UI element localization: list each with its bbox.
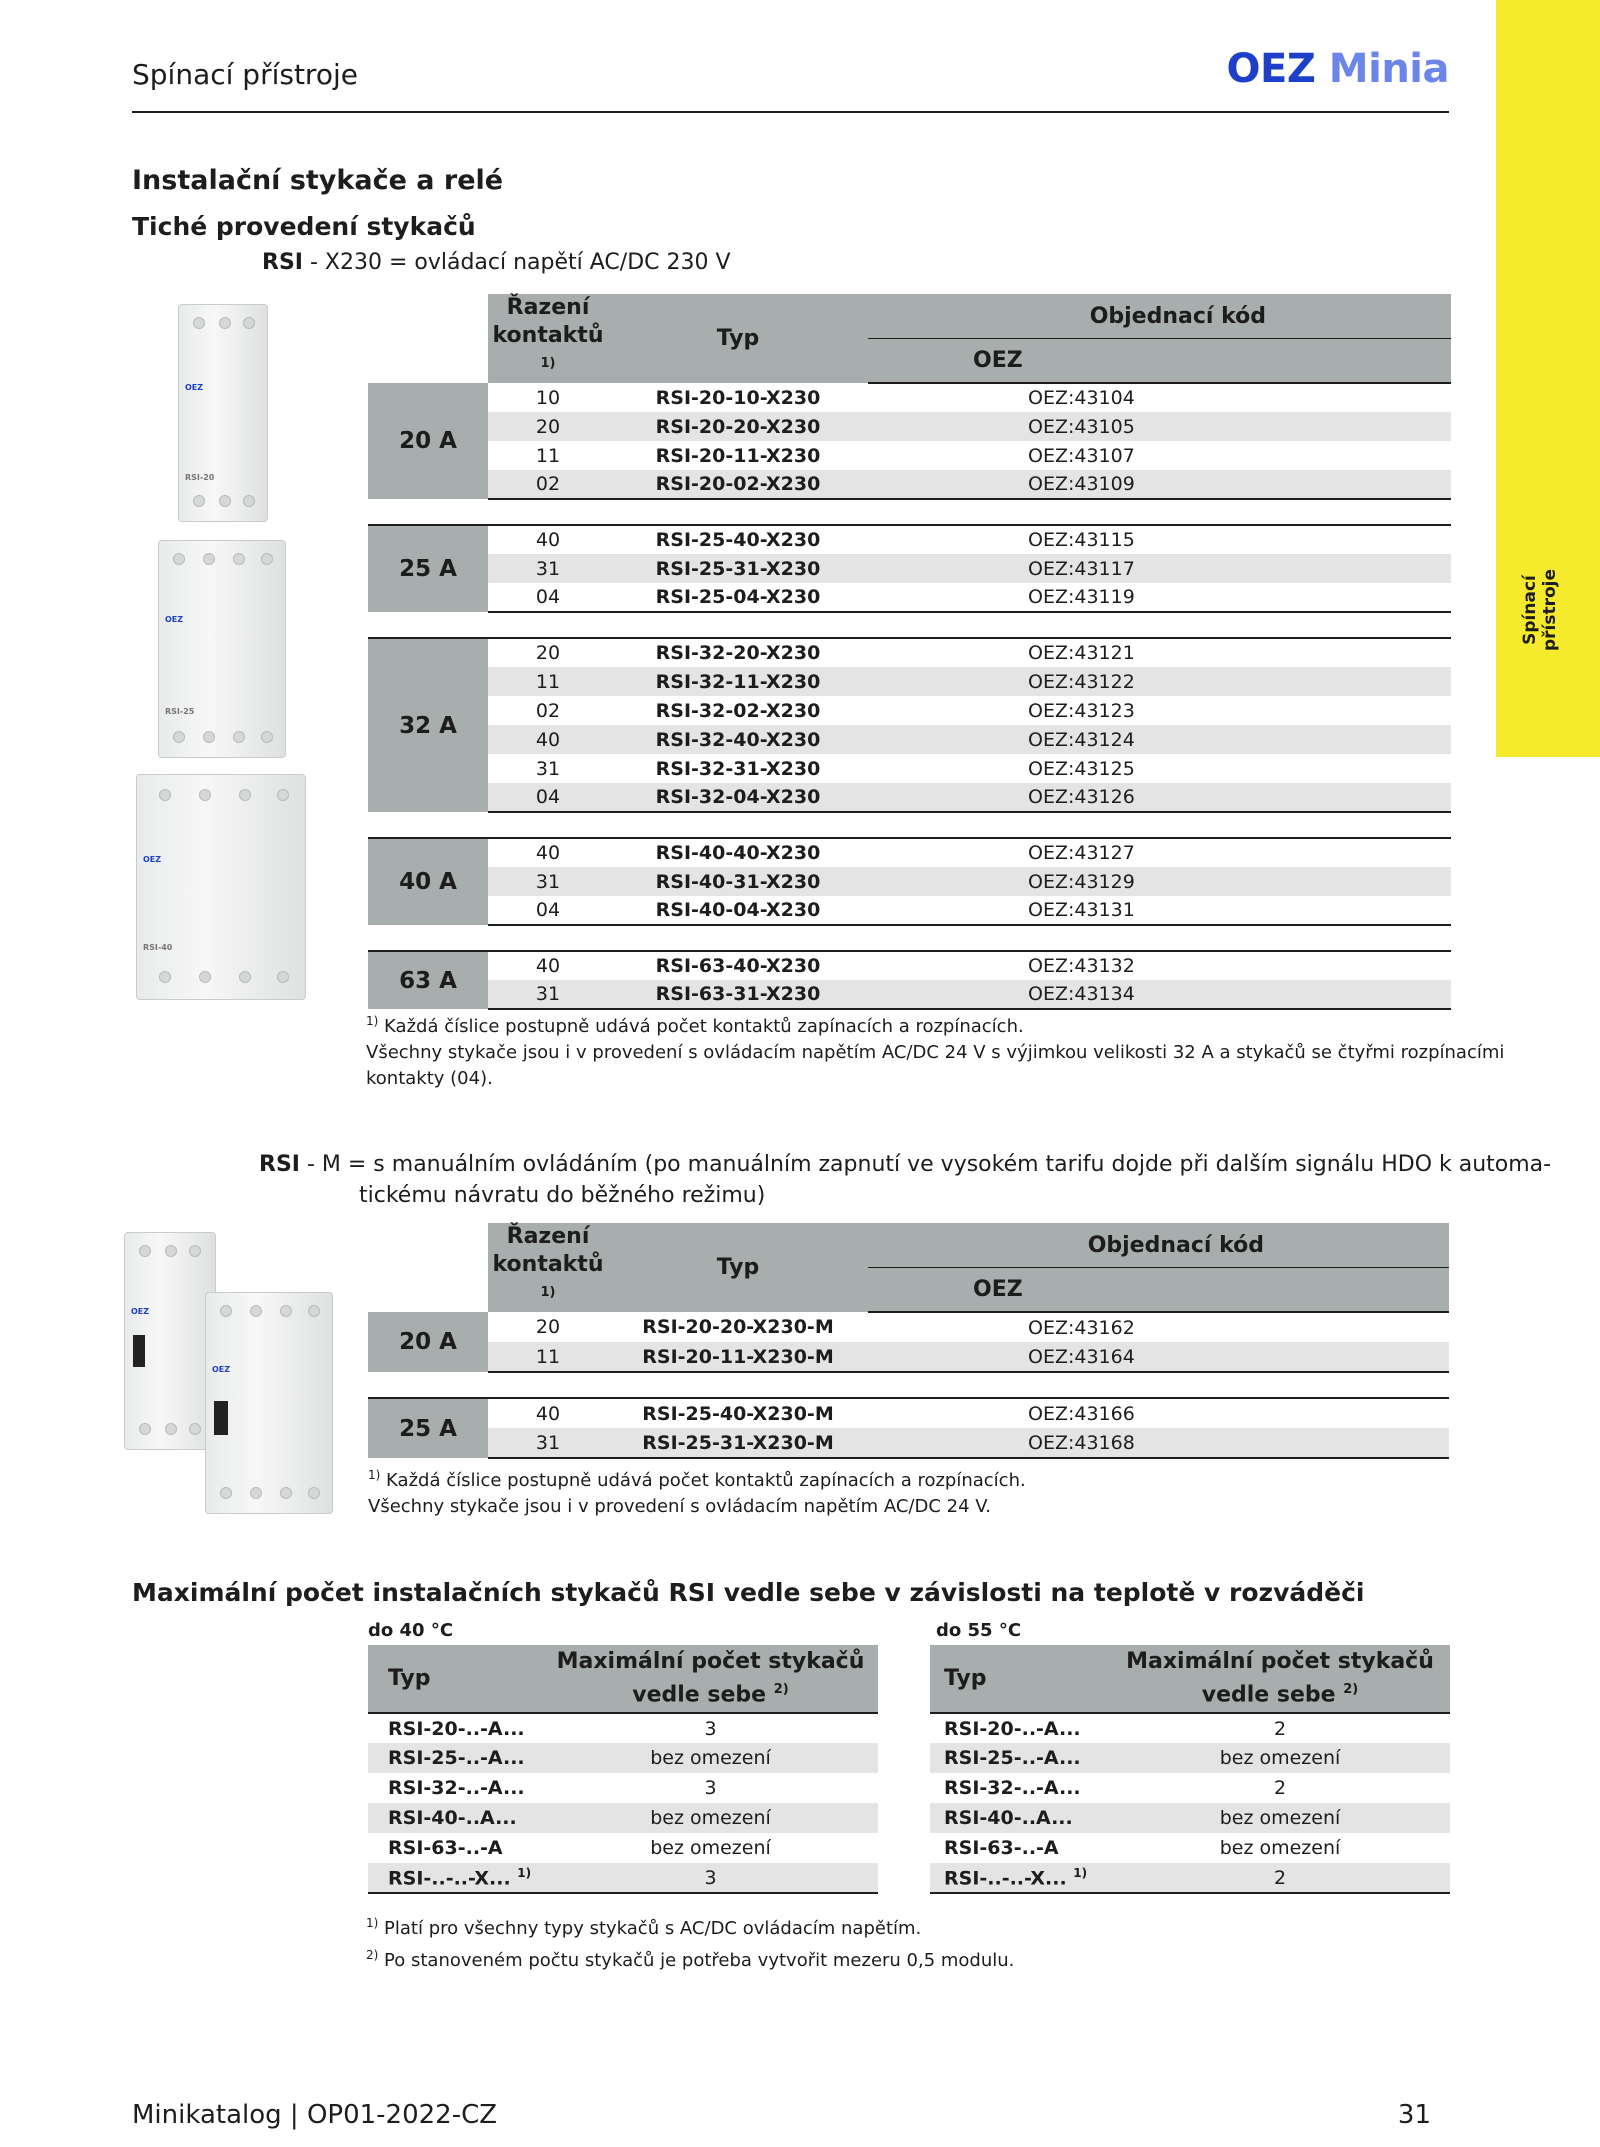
product-image-rsi-25 [158, 540, 286, 758]
order-code-cell: OEZ:43131 [1028, 896, 1451, 925]
max-count-cell: bez omezení [1219, 1837, 1341, 1859]
order-code-cell: OEZ:43166 [1028, 1402, 1135, 1425]
max-count-cell: 2 [1110, 1863, 1450, 1893]
side-tab-line-1: Spínací [1520, 575, 1540, 645]
footnote-1-line-1: Každá číslice postupně udává počet kontaktů zapínacích a rozpínacích. [378, 1016, 1024, 1037]
order-code-cell: OEZ:43115 [1028, 529, 1135, 552]
product-brand-label: OEZ [131, 1307, 150, 1316]
max-count-cell: bez omezení [1110, 1743, 1450, 1773]
product-model-label: RSI-25 [165, 707, 195, 716]
type-cell: RSI-32-11-X230 [608, 667, 868, 696]
header-razeni-line1: Řazení [506, 295, 590, 320]
empty-cell [868, 696, 1028, 725]
max-type-text: RSI-..-..-X... [388, 1867, 511, 1890]
empty-cell [868, 383, 1028, 412]
header-razeni [488, 1223, 608, 1312]
group-spacer-cell [368, 612, 1451, 638]
footnote-1-line-3: kontakty (04). [366, 1068, 493, 1089]
contacts-cell: 11 [535, 444, 561, 467]
table-row [368, 867, 1451, 896]
current-rating-cell: 20 A [368, 1312, 488, 1372]
max-type-text: RSI-40-..A... [944, 1807, 1073, 1829]
max-count-table-55c [930, 1645, 1450, 1894]
current-rating-cell: 25 A [368, 1398, 488, 1458]
max-header-typ: Typ [930, 1645, 1110, 1713]
table-row [368, 1398, 1449, 1428]
table-row [368, 383, 1451, 412]
chapter-side-tab-label [1520, 555, 1560, 665]
table-row [368, 667, 1451, 696]
terminal-icon [243, 317, 255, 329]
intro-x230-text: - X230 = ovládací napětí AC/DC 230 V [302, 250, 731, 275]
table-row [930, 1863, 1450, 1893]
table-row [368, 896, 1451, 925]
group-spacer [368, 925, 1451, 951]
group-spacer-cell [368, 1372, 1449, 1398]
terminal-icon [219, 317, 231, 329]
header-spacer [368, 294, 488, 383]
table-row [368, 412, 1451, 441]
contacts-cell: 11 [488, 667, 608, 696]
type-cell: RSI-32-40-X230 [608, 725, 868, 754]
current-rating-cell: 40 A [368, 838, 488, 925]
intro-manual [259, 1152, 1551, 1177]
header-objednaci-kod: Objednací kód [868, 1223, 1449, 1268]
table-row [368, 1713, 878, 1743]
contacts-cell: 04 [488, 783, 608, 812]
empty-cell [868, 867, 1028, 896]
max-type-cell [368, 1803, 543, 1833]
max-header-line1: Maximální počet stykačů [1126, 1648, 1434, 1674]
group-spacer [368, 812, 1451, 838]
header-razeni-line1: Řazení [506, 1224, 590, 1249]
header-razeni-line2: kontaktů [492, 323, 604, 348]
terminal-icon [261, 553, 273, 565]
table-row [930, 1773, 1450, 1803]
table-row [368, 783, 1451, 812]
subsection-heading: Tiché provedení stykačů [132, 212, 476, 241]
group-spacer-cell [368, 499, 1451, 525]
temp-label-40: do 40 °C [368, 1620, 454, 1641]
product-image-rsi-40 [136, 774, 306, 1000]
intro-x230 [262, 250, 731, 275]
header-divider [132, 111, 1449, 113]
table-row [368, 1863, 878, 1893]
order-code-cell: OEZ:43107 [1028, 444, 1135, 467]
max-type-cell [368, 1773, 543, 1803]
intro-manual-line-2: tickému návratu do běžného režimu) [359, 1183, 766, 1208]
page-section-title: Spínací přístroje [132, 58, 358, 91]
header-razeni-line2: kontaktů [492, 1252, 604, 1277]
contacts-cell: 31 [488, 980, 608, 1009]
max-header-sup: 2) [1343, 1681, 1359, 1697]
type-cell: RSI-20-10-X230 [655, 386, 821, 409]
terminal-icon [159, 971, 171, 983]
footnote-table-1 [366, 1008, 1504, 1092]
product-brand-label: OEZ [143, 855, 162, 864]
terminal-icon [233, 553, 245, 565]
max-count-cell: bez omezení [543, 1743, 878, 1773]
order-code-cell: OEZ:43104 [1028, 387, 1135, 410]
max-type-cell [368, 1713, 543, 1743]
terminal-icon [243, 495, 255, 507]
max-type-text: RSI-20-..-A... [388, 1717, 525, 1740]
type-cell: RSI-40-31-X230 [608, 867, 868, 896]
footnote-max-tables [366, 1910, 1014, 1974]
terminal-icon [220, 1305, 232, 1317]
terminal-icon [173, 553, 185, 565]
empty-cell [868, 896, 1028, 925]
empty-cell [868, 667, 1028, 696]
max-type-text: RSI-..-..-X... [944, 1867, 1067, 1890]
max-type-text: RSI-63-..-A [388, 1837, 503, 1859]
header-razeni-sup: 1) [540, 356, 556, 371]
max-type-cell [930, 1833, 1110, 1863]
table-row [368, 441, 1451, 470]
current-rating-cell: 63 A [368, 951, 488, 1009]
footnote-3-line-1: Platí pro všechny typy stykačů s AC/DC ovládacím napětím. [378, 1918, 922, 1939]
type-cell: RSI-32-20-X230 [655, 642, 821, 665]
max-type-text: RSI-32-..-A... [388, 1777, 525, 1799]
empty-cell [868, 725, 1028, 754]
type-cell: RSI-25-31-X230 [608, 554, 868, 583]
page-number: 31 [1397, 2100, 1431, 2130]
footnote-2-line-1: Každá číslice postupně udává počet kontaktů zapínacích a rozpínacích. [380, 1470, 1026, 1491]
type-cell: RSI-25-04-X230 [608, 583, 868, 612]
max-type-cell [368, 1743, 543, 1773]
product-model-label: RSI-20 [185, 473, 215, 482]
table-row [368, 583, 1451, 612]
terminal-icon [233, 731, 245, 743]
footer-catalog-id: Minikatalog | OP01-2022-CZ [132, 2100, 498, 2130]
max-count-cell: bez omezení [650, 1837, 771, 1859]
order-code-cell: OEZ:43134 [1028, 980, 1451, 1009]
terminal-icon [139, 1423, 151, 1435]
footnote-table-2 [368, 1462, 1026, 1520]
order-code-cell: OEZ:43117 [1028, 554, 1451, 583]
terminal-icon [159, 789, 171, 801]
table-row [930, 1743, 1450, 1773]
type-cell: RSI-25-40-X230 [655, 529, 821, 552]
order-code-cell: OEZ:43123 [1028, 699, 1135, 722]
footnote-3-sup-1: 1) [366, 1916, 379, 1930]
max-header-count [543, 1645, 878, 1713]
contacts-cell: 04 [488, 896, 608, 925]
terminal-icon [250, 1487, 262, 1499]
max-type-text: RSI-63-..-A [944, 1837, 1059, 1859]
empty-cell [868, 583, 1028, 612]
terminal-icon [165, 1423, 177, 1435]
terminal-icon [203, 731, 215, 743]
table-row [368, 725, 1451, 754]
type-cell: RSI-40-40-X230 [655, 842, 821, 865]
terminal-icon [239, 789, 251, 801]
brand-minia: Minia [1328, 46, 1449, 92]
type-cell: RSI-32-31-X230 [655, 757, 821, 780]
type-cell: RSI-32-04-X230 [608, 783, 868, 812]
max-header-sup: 2) [773, 1681, 789, 1697]
empty-cell [868, 1428, 1028, 1458]
contacts-cell: 10 [535, 386, 561, 409]
table-row [930, 1833, 1450, 1863]
terminal-icon [189, 1423, 201, 1435]
empty-cell [868, 980, 1028, 1009]
empty-cell [868, 638, 1028, 667]
terminal-icon [199, 789, 211, 801]
side-tab-line-2: přístroje [1540, 568, 1560, 652]
order-code-cell: OEZ:43129 [1028, 867, 1451, 896]
footnote-3-sup-2: 2) [366, 1948, 379, 1962]
table-row [368, 1312, 1449, 1342]
terminal-icon [277, 789, 289, 801]
order-code-cell: OEZ:43119 [1028, 583, 1451, 612]
max-header-count [1110, 1645, 1450, 1713]
max-header-line1: Maximální počet stykačů [556, 1648, 865, 1674]
group-spacer-cell [368, 812, 1451, 838]
type-cell: RSI-63-31-X230 [608, 980, 868, 1009]
max-type-text: RSI-32-..-A... [944, 1777, 1081, 1799]
contacts-cell: 40 [535, 955, 561, 978]
max-type-cell [368, 1863, 543, 1893]
terminal-icon [250, 1305, 262, 1317]
footnote-2-line-2: Všechny stykače jsou i v provedení s ovládacím napětím AC/DC 24 V. [368, 1496, 991, 1517]
max-type-text: RSI-40-..A... [388, 1807, 517, 1829]
order-code-cell: OEZ:43162 [1028, 1316, 1135, 1339]
terminal-icon [280, 1305, 292, 1317]
empty-cell [868, 441, 1028, 470]
terminal-icon [165, 1245, 177, 1257]
contacts-cell: 31 [488, 1428, 608, 1458]
type-cell: RSI-25-31-X230-M [608, 1428, 868, 1458]
footnote-1-line-2: Všechny stykače jsou i v provedení s ovládacím napětím AC/DC 24 V s výjimkou velikosti 32 A a stykačů se čtyřmi rozpínacími [366, 1042, 1505, 1063]
header-oez: OEZ [868, 1268, 1449, 1313]
max-type-cell [930, 1743, 1110, 1773]
order-code-cell: OEZ:43125 [1028, 757, 1135, 780]
max-count-cell: bez omezení [1110, 1803, 1450, 1833]
max-header-line2: vedle sebe [632, 1682, 767, 1708]
max-count-cell: bez omezení [543, 1803, 878, 1833]
max-count-cell: 3 [704, 1717, 717, 1740]
max-count-table-40c [368, 1645, 878, 1894]
table-row [368, 838, 1451, 867]
empty-cell [868, 412, 1028, 441]
manual-switch-icon [214, 1401, 228, 1435]
contacts-cell: 20 [488, 412, 608, 441]
product-image-rsi-25-m [205, 1292, 333, 1514]
max-type-cell [930, 1713, 1110, 1743]
table-row [368, 754, 1451, 783]
terminal-icon [261, 731, 273, 743]
header-razeni [488, 294, 608, 383]
empty-cell [868, 554, 1028, 583]
intro-manual-line-1: - M = s manuálním ovládáním (po manuálním zapnutí ve vysokém tarifu dojde při dalším signálu HDO k automa- [299, 1152, 1552, 1177]
table-row [368, 1743, 878, 1773]
order-code-cell: OEZ:43132 [1028, 955, 1135, 978]
footnote-1-sup: 1) [366, 1014, 379, 1028]
header-spacer [368, 1223, 488, 1312]
contacts-cell: 31 [488, 554, 608, 583]
max-count-cell: 3 [704, 1777, 717, 1799]
current-rating-cell: 25 A [368, 525, 488, 612]
row-sup: 1) [1073, 1865, 1088, 1880]
contacts-cell: 20 [535, 642, 561, 665]
product-image-rsi-20-m [124, 1232, 216, 1450]
type-cell: RSI-20-11-X230-M [608, 1342, 868, 1372]
contacts-cell: 20 [535, 1316, 561, 1339]
table-row [368, 980, 1451, 1009]
empty-cell [868, 1342, 1028, 1372]
table-row [930, 1803, 1450, 1833]
contacts-cell: 40 [535, 529, 561, 552]
terminal-icon [239, 971, 251, 983]
order-code-cell: OEZ:43105 [1028, 412, 1451, 441]
table-row [368, 696, 1451, 725]
group-spacer-cell [368, 925, 1451, 951]
group-spacer [368, 612, 1451, 638]
footnote-2-sup: 1) [368, 1468, 381, 1482]
order-code-cell: OEZ:43126 [1028, 783, 1451, 812]
table-row [368, 1428, 1449, 1458]
contacts-cell: 31 [535, 757, 561, 780]
current-rating-cell: 20 A [368, 383, 488, 499]
max-type-cell [930, 1863, 1110, 1893]
contacts-cell: 02 [488, 470, 608, 499]
terminal-icon [308, 1305, 320, 1317]
type-cell: RSI-63-40-X230 [655, 955, 821, 978]
order-code-cell: OEZ:43168 [1028, 1428, 1449, 1458]
empty-cell [868, 838, 1028, 867]
order-code-cell: OEZ:43164 [1028, 1342, 1449, 1372]
terminal-icon [173, 731, 185, 743]
contacts-cell: 04 [488, 583, 608, 612]
type-cell: RSI-20-20-X230-M [642, 1316, 834, 1339]
max-count-cell: 2 [1273, 1777, 1287, 1799]
table-row [368, 554, 1451, 583]
table-row [368, 1833, 878, 1863]
terminal-icon [280, 1487, 292, 1499]
empty-cell [868, 783, 1028, 812]
order-code-cell: OEZ:43124 [1028, 725, 1451, 754]
terminal-icon [189, 1245, 201, 1257]
terminal-icon [277, 971, 289, 983]
max-type-text: RSI-20-..-A... [944, 1717, 1081, 1740]
header-razeni-sup: 1) [540, 1285, 556, 1300]
brand-logo [1227, 46, 1449, 92]
order-code-cell: OEZ:43109 [1028, 470, 1451, 499]
header-oez: OEZ [868, 339, 1451, 384]
terminal-icon [308, 1487, 320, 1499]
max-count-cell: 2 [1273, 1717, 1287, 1740]
table-row [368, 1773, 878, 1803]
max-type-text: RSI-25-..-A... [388, 1747, 525, 1769]
empty-cell [868, 525, 1028, 554]
order-code-cell: OEZ:43122 [1028, 667, 1451, 696]
temp-label-55: do 55 °C [936, 1620, 1022, 1641]
header-objednaci-kod: Objednací kód [868, 294, 1451, 339]
table-row [368, 1803, 878, 1833]
product-brand-label: OEZ [165, 615, 184, 624]
table-row [368, 951, 1451, 980]
product-model-label: RSI-40 [143, 943, 173, 952]
max-header-line2: vedle sebe [1201, 1682, 1336, 1708]
footnote-3-line-2: Po stanoveném počtu stykačů je potřeba vytvořit mezeru 0,5 modulu. [378, 1950, 1015, 1971]
type-cell: RSI-40-04-X230 [608, 896, 868, 925]
row-sup: 1) [517, 1865, 532, 1880]
empty-cell [868, 951, 1028, 980]
header-typ: Typ [608, 1223, 868, 1312]
table-row [368, 1342, 1449, 1372]
contacts-cell: 40 [488, 725, 608, 754]
table-row [930, 1713, 1450, 1743]
type-cell: RSI-32-02-X230 [655, 699, 821, 722]
empty-cell [868, 754, 1028, 783]
max-type-cell [368, 1833, 543, 1863]
max-type-cell [930, 1773, 1110, 1803]
terminal-icon [193, 317, 205, 329]
terminal-icon [139, 1245, 151, 1257]
terminal-icon [219, 495, 231, 507]
contacts-cell: 11 [488, 1342, 608, 1372]
table-row [368, 470, 1451, 499]
max-type-cell [930, 1803, 1110, 1833]
manual-switch-icon [133, 1335, 145, 1367]
contacts-cell: 31 [488, 867, 608, 896]
type-cell: RSI-20-20-X230 [608, 412, 868, 441]
empty-cell [868, 1312, 1028, 1342]
contacts-cell: 40 [535, 1402, 561, 1425]
table-row [368, 638, 1451, 667]
group-spacer [368, 499, 1451, 525]
product-brand-label: OEZ [185, 383, 204, 392]
terminal-icon [193, 495, 205, 507]
empty-cell [868, 1398, 1028, 1428]
terminal-icon [220, 1487, 232, 1499]
empty-cell [868, 470, 1028, 499]
type-cell: RSI-25-40-X230-M [642, 1402, 834, 1425]
brand-oez: OEZ [1226, 46, 1316, 92]
contacts-cell: 40 [535, 842, 561, 865]
header-typ: Typ [608, 294, 868, 383]
max-type-text: RSI-25-..-A... [944, 1747, 1081, 1769]
product-image-rsi-20 [178, 304, 268, 522]
order-code-cell: OEZ:43121 [1028, 642, 1135, 665]
type-cell: RSI-20-02-X230 [608, 470, 868, 499]
type-cell: RSI-20-11-X230 [655, 444, 821, 467]
order-table-manual [368, 1223, 1449, 1459]
order-table-x230 [368, 294, 1451, 1010]
intro-manual-prefix: RSI [259, 1152, 300, 1177]
max-count-cell: 3 [543, 1863, 878, 1893]
intro-x230-prefix: RSI [262, 250, 303, 275]
terminal-icon [203, 553, 215, 565]
max-count-heading: Maximální počet instalačních stykačů RSI vedle sebe v závislosti na teplotě v rozváděči [132, 1578, 1365, 1607]
contacts-cell: 02 [535, 699, 561, 722]
group-spacer [368, 1372, 1449, 1398]
table-row [368, 525, 1451, 554]
terminal-icon [199, 971, 211, 983]
current-rating-cell: 32 A [368, 638, 488, 812]
section-heading: Instalační stykače a relé [132, 165, 504, 196]
order-code-cell: OEZ:43127 [1028, 842, 1135, 865]
product-brand-label: OEZ [212, 1365, 231, 1374]
max-header-typ: Typ [368, 1645, 543, 1713]
